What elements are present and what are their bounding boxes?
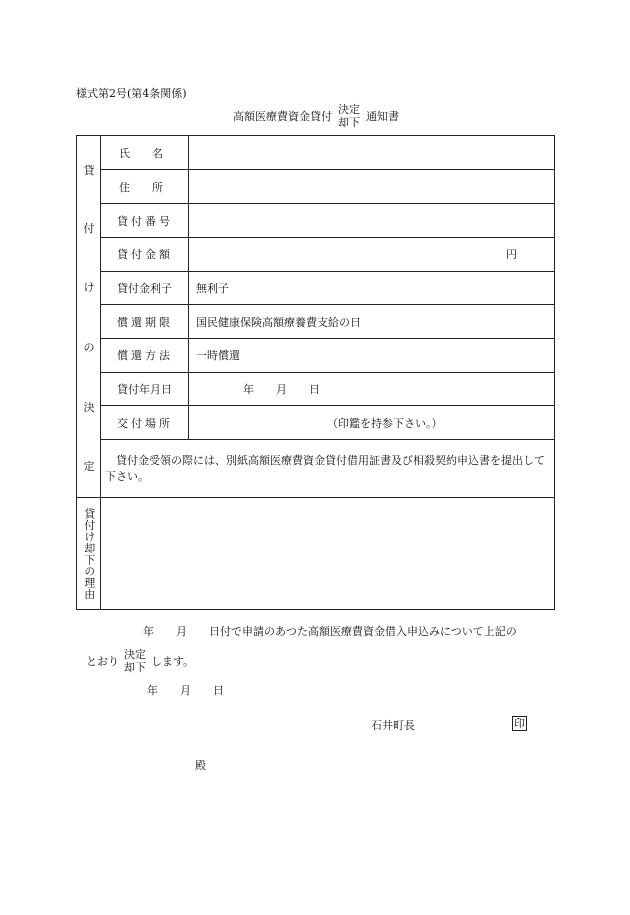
statement-option-stack	[124, 648, 146, 674]
label-interest: 貸付金利子	[117, 281, 172, 295]
section-label-char: 貸	[83, 164, 95, 177]
title-option-decision: 決定	[338, 103, 360, 116]
addressee: 殿	[195, 759, 206, 772]
rejection-label-text: 貸付け却下の理由	[82, 508, 96, 600]
title-option-stack	[338, 103, 360, 129]
field-interest: 無利子	[196, 281, 229, 295]
section-label-char: の	[83, 341, 95, 354]
label-loan-date: 貸付年月日	[117, 382, 172, 396]
receipt-note: 貸付金受領の際には、別紙高額医療費資金貸付借用証書及び相殺契約申込書を提出して下さい。	[105, 454, 545, 483]
issue-date: 年 月 日	[147, 684, 224, 697]
section-label-char: 定	[83, 460, 95, 473]
section-label-char: 付	[83, 222, 95, 235]
application-statement: 年 月 日付で申請のあつた高額医療費資金借入申込みについて上記の	[143, 625, 517, 638]
seal-mark: 印	[514, 717, 525, 730]
field-delivery-place: （印鑑を持参下さい。）	[327, 416, 443, 430]
field-loan-date[interactable]: 年 月 日	[243, 382, 320, 396]
statement-suffix: します。	[151, 655, 195, 668]
title-option-rejection: 却下	[338, 116, 360, 129]
section-divider	[77, 497, 555, 498]
form-table	[76, 135, 555, 610]
field-loan-number[interactable]	[196, 204, 546, 237]
title-prefix: 高額医療費資金貸付	[233, 110, 332, 123]
label-repayment-deadline: 償還期限	[117, 315, 173, 329]
issuer-name: 石井町長	[371, 719, 415, 732]
label-loan-amount: 貸付金額	[117, 247, 173, 261]
rejection-reason-field[interactable]	[105, 504, 551, 604]
rejection-reason-label	[77, 508, 101, 604]
label-address: 住 所	[119, 180, 163, 194]
statement-option-decision: 決定	[124, 648, 146, 661]
label-repayment-method: 償還方法	[117, 348, 173, 362]
title-suffix: 通知書	[366, 110, 399, 123]
label-delivery-place: 交付場所	[117, 416, 173, 430]
field-repayment-method: 一時償還	[196, 348, 240, 362]
field-loan-amount-unit[interactable]: 円	[506, 247, 517, 261]
field-address[interactable]	[196, 170, 546, 203]
field-name[interactable]	[196, 136, 546, 169]
form-number: 様式第2号(第4条関係)	[76, 87, 187, 100]
document-title	[233, 102, 399, 130]
label-loan-number: 貸付番号	[117, 214, 173, 228]
section-label-char: 決	[83, 401, 95, 414]
field-repayment-deadline: 国民健康保険高額療養費支給の日	[196, 315, 361, 329]
row-divider	[101, 439, 555, 440]
statement-option-rejection: 却下	[124, 661, 146, 674]
decision-statement	[86, 646, 194, 676]
official-seal	[512, 716, 527, 731]
statement-prefix: とおり	[86, 655, 119, 668]
section-label-char: け	[83, 281, 95, 294]
label-name: 氏 名	[119, 146, 163, 160]
